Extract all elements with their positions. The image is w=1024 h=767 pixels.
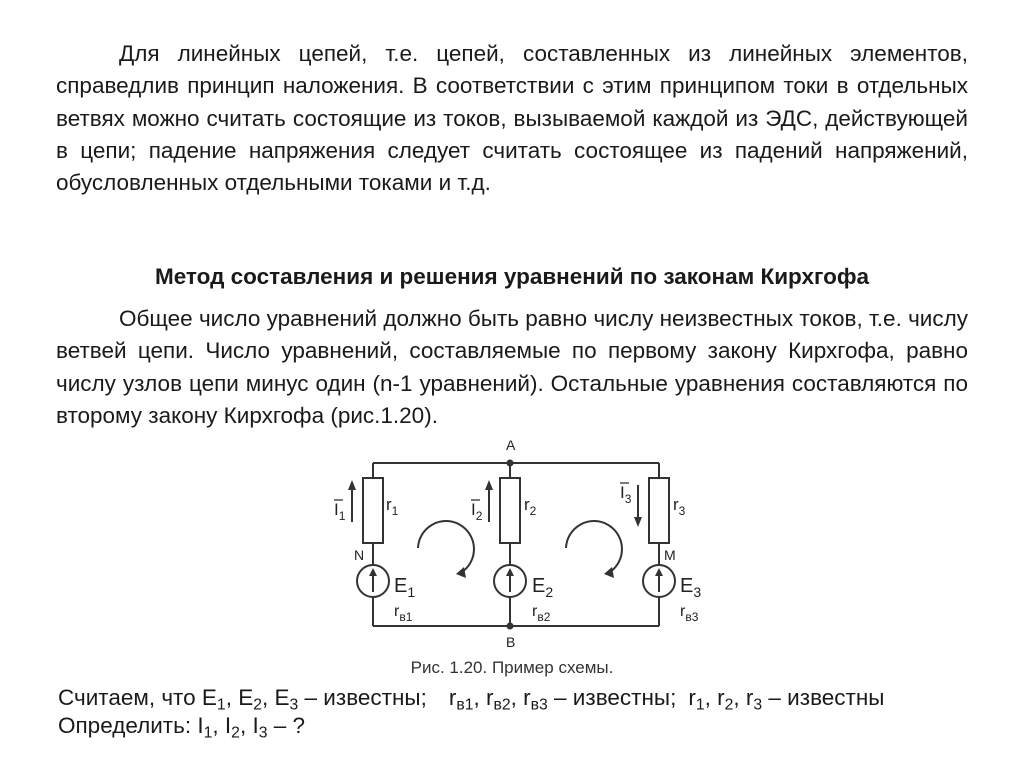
paragraph-superposition-text: Для линейных цепей, т.е. цепей, составленных из линейных элементов, справедлив принцип наложения. В соответствии с этим принципом токи в отдельных ветвях можно считать состоящие из токов, вызываемой каждой из ЭДС, действующей в цепи; падение напряжения следует считать состоящее из падений напряжений, обусловленных отдельными токами и т.д. bbox=[56, 41, 968, 196]
paragraph-kirchhoff-text: Общее число уравнений должно быть равно числу неизвестных токов, т.е. числу ветвей цепи. Число уравнений, составляемые по первому закону Кирхгофа, равно числу узлов цепи минус один (n-1 уравнений). Остальные уравнения составляются по второму закону Кирхгофа (рис.1.20). bbox=[56, 306, 968, 428]
loop-arrow-2 bbox=[566, 521, 622, 572]
node-n-label: N bbox=[354, 547, 365, 563]
circuit-svg bbox=[334, 430, 720, 655]
emf-e3-label: $E_3$ bbox=[680, 575, 702, 600]
internal-r2-label: $r_{в2}$ bbox=[532, 603, 551, 624]
paragraph-superposition bbox=[56, 38, 968, 199]
section-heading: Метод составления и решения уравнений по законам Кирхгофа bbox=[154, 264, 870, 289]
known-values-line: Считаем, что $E_1$, $E_2$, $E_3$ – известны; $r_{в1}$, $r_{в2}$, $r_{в3}$ – известны; $r_1$, $r_2$, $r_3$ – известны bbox=[58, 685, 885, 714]
internal-r1-label: $r_{в1}$ bbox=[394, 603, 413, 624]
paragraph-kirchhoff bbox=[56, 303, 968, 432]
find-line: Определить: $I_1$, $I_2$, $I_3$ – ? bbox=[58, 713, 306, 742]
node-b bbox=[507, 623, 514, 630]
circuit-diagram bbox=[334, 430, 720, 655]
resistor-r2 bbox=[500, 478, 520, 543]
resistor-r3-label: $r_3$ bbox=[673, 495, 686, 518]
node-b-label: B bbox=[506, 634, 516, 650]
resistor-r2-label: $r_2$ bbox=[524, 495, 537, 518]
internal-r3-label: $r_{в3}$ bbox=[680, 603, 699, 624]
current-i2-label: $I_2$ bbox=[471, 500, 483, 523]
node-m-label: M bbox=[664, 547, 676, 563]
node-a-label: A bbox=[506, 437, 516, 453]
resistor-r1-label: $r_1$ bbox=[386, 495, 399, 518]
resistor-r3 bbox=[649, 478, 669, 543]
resistor-r1 bbox=[363, 478, 383, 543]
emf-e2-label: $E_2$ bbox=[532, 575, 554, 600]
current-i3-label: $I_3$ bbox=[620, 483, 632, 506]
figure-caption: Рис. 1.20. Пример схемы. bbox=[410, 658, 614, 677]
current-i1-label: $I_1$ bbox=[334, 500, 346, 523]
emf-e1-label: $E_1$ bbox=[394, 575, 416, 600]
loop-arrow-1 bbox=[418, 521, 474, 572]
node-a bbox=[507, 460, 514, 467]
